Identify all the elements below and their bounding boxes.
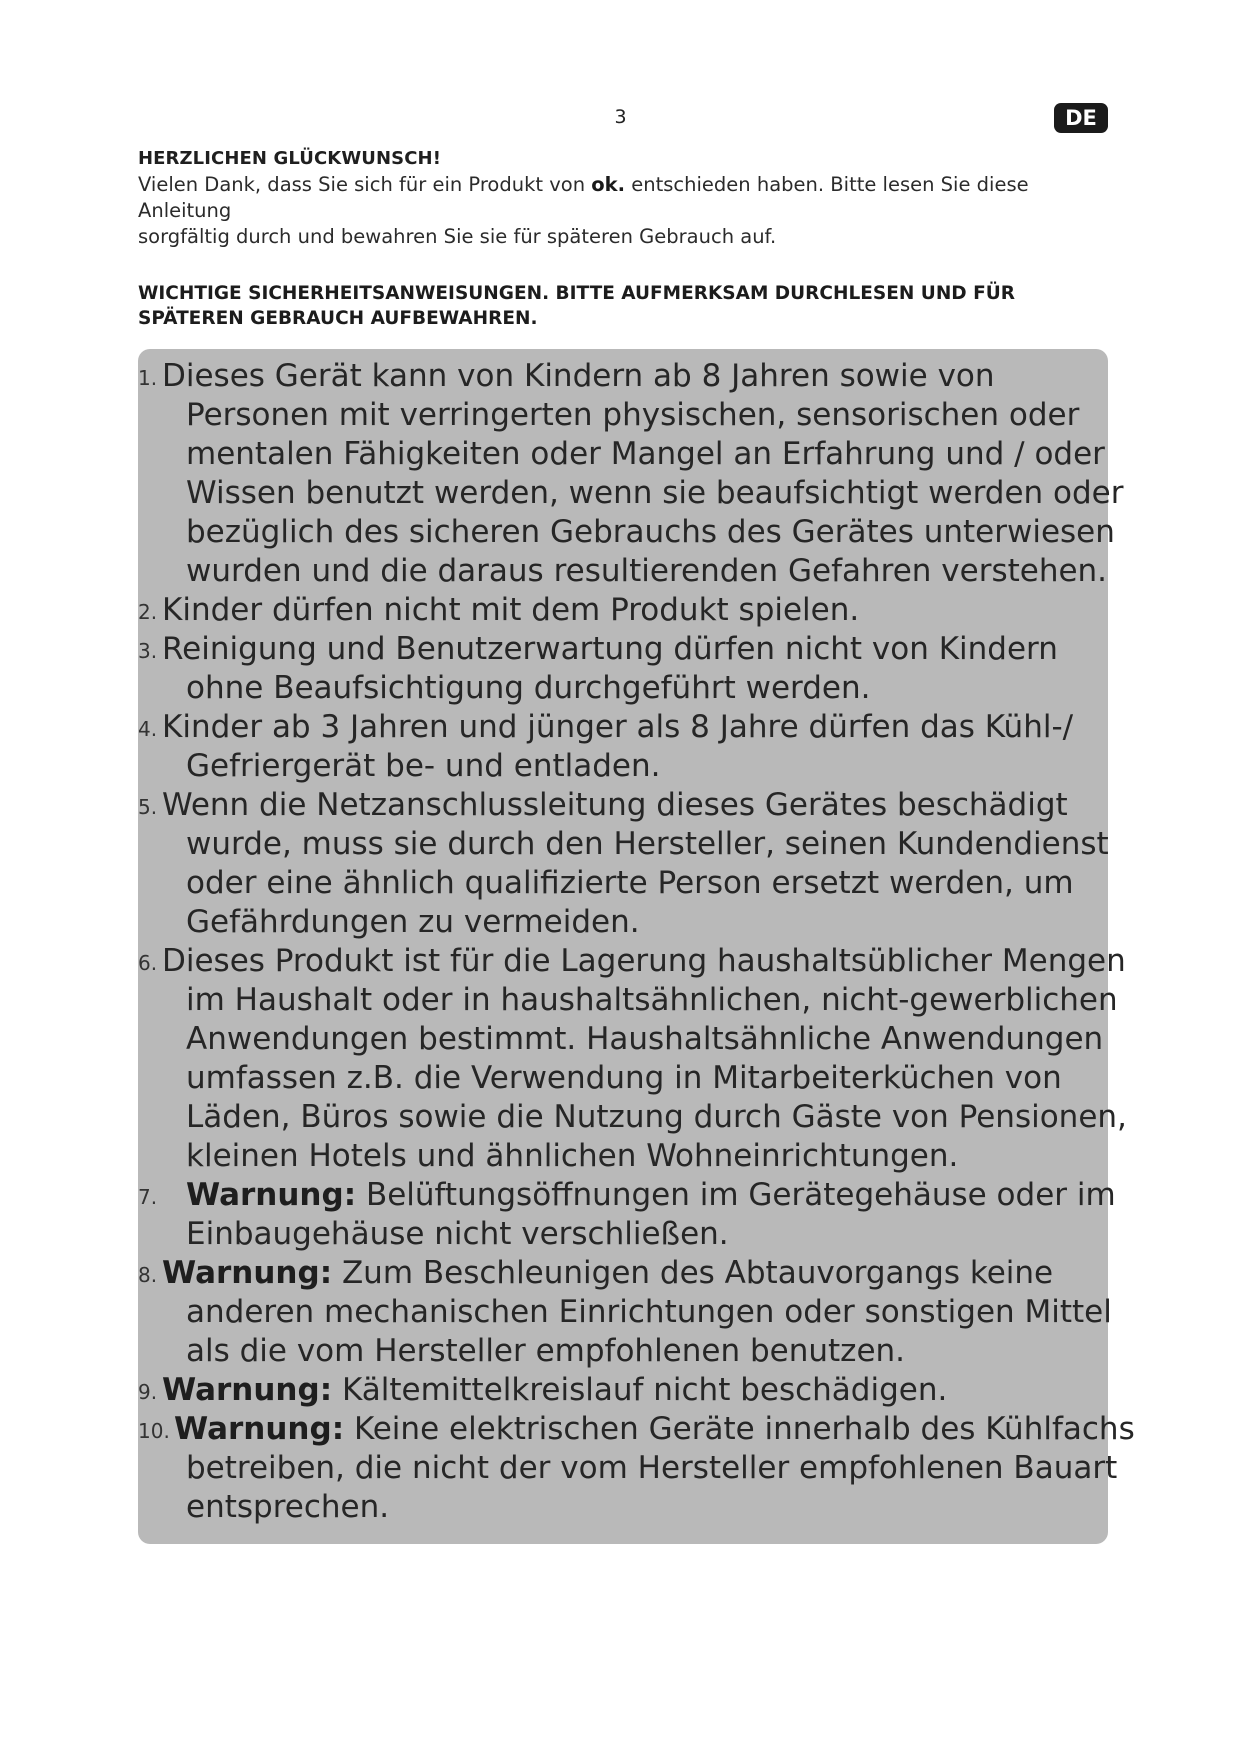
intro-text [138,172,1098,250]
item-line: Dieses Gerät kann von Kindern ab 8 Jahren sowie von [162,358,995,394]
warning-label: Warnung: [162,1255,333,1291]
item-line: kleinen Hotels und ähnlichen Wohneinrichtungen. [186,1138,959,1174]
item-line: Läden, Büros sowie die Nutzung durch Gäste von Pensionen, [186,1099,1127,1135]
safety-item [138,357,1124,591]
safety-item [138,1176,1116,1254]
item-line-text: Keine elektrischen Geräte innerhalb des Kühlfachs [344,1411,1135,1447]
item-number: 8. [138,1263,158,1287]
item-line: Kinder ab 3 Jahren und jünger als 8 Jahre dürfen das Kühl-/ [162,709,1074,745]
item-line: bezüglich des sicheren Gebrauchs des Gerätes unterwiesen [186,514,1115,550]
item-number: 7. [138,1185,158,1209]
warning-label: Warnung: [186,1177,357,1213]
warning-label: Warnung: [162,1372,333,1408]
safety-item [138,591,1108,630]
safety-item [138,786,1108,942]
item-line: Reinigung und Benutzerwartung dürfen nicht von Kindern [162,631,1058,667]
item-line: als die vom Hersteller empfohlenen benutzen. [186,1333,906,1369]
safety-heading-line: WICHTIGE SICHERHEITSANWEISUNGEN. BITTE AUFMERKSAM DURCHLESEN UND FÜR [138,283,1015,304]
item-line: oder eine ähnlich qualifizierte Person ersetzt werden, um [186,865,1074,901]
intro-heading: HERZLICHEN GLÜCKWUNSCH! [138,148,441,169]
item-line: Anwendungen bestimmt. Haushaltsähnliche Anwendungen [186,1021,1104,1057]
safety-instructions-list [138,357,1135,1527]
item-line: mentalen Fähigkeiten oder Mangel an Erfahrung und / oder [186,436,1105,472]
item-line-text: Zum Beschleunigen des Abtauvorgangs keine [332,1255,1054,1291]
safety-item [138,1371,1108,1410]
safety-heading [138,281,1078,331]
brand-name: ok. [591,173,626,196]
safety-item [138,630,1108,708]
safety-item [138,1410,1135,1527]
intro-text-part: entschieden haben. Bitte lesen Sie diese Anleitung [138,173,1029,222]
item-number: 5. [138,795,158,819]
item-line-text: Belüftungsöffnungen im Gerätegehäuse oder im [356,1177,1116,1213]
intro-text-part: Vielen Dank, dass Sie sich für ein Produkt von [138,173,592,196]
item-line: Personen mit verringerten physischen, sensorischen oder [186,397,1080,433]
item-line: umfassen z.B. die Verwendung in Mitarbeiterküchen von [186,1060,1062,1096]
item-line: entsprechen. [186,1489,390,1525]
item-number: 10. [138,1419,170,1443]
item-line [162,1254,1108,1293]
safety-instructions-box [138,349,1135,1544]
item-line: Wissen benutzt werden, wenn sie beaufsichtigt werden oder [186,475,1124,511]
item-line: wurden und die daraus resultierenden Gefahren verstehen. [186,553,1108,589]
item-line: Einbaugehäuse nicht verschließen. [186,1216,729,1252]
language-badge: DE [1054,103,1108,133]
item-line [186,1176,1116,1215]
item-line [174,1410,1135,1449]
item-line: Gefriergerät be- und entladen. [186,748,661,784]
item-line: Dieses Produkt ist für die Lagerung haushaltsüblicher Mengen [162,943,1126,979]
item-line: ohne Beaufsichtigung durchgeführt werden. [186,670,871,706]
safety-item [138,942,1127,1176]
safety-heading-line: SPÄTEREN GEBRAUCH AUFBEWAHREN. [138,308,538,329]
item-number: 3. [138,639,158,663]
safety-item [138,1254,1112,1371]
item-line: Kinder dürfen nicht mit dem Produkt spielen. [162,592,860,628]
item-line: betreiben, die nicht der vom Hersteller empfohlenen Bauart [186,1450,1118,1486]
item-line: im Haushalt oder in haushaltsähnlichen, nicht-gewerblichen [186,982,1118,1018]
item-number: 6. [138,951,158,975]
item-line: anderen mechanischen Einrichtungen oder sonstigen Mittel [186,1294,1112,1330]
safety-item [138,708,1108,786]
item-line: wurde, muss sie durch den Hersteller, seinen Kundendienst [186,826,1109,862]
item-line-text: Kältemittelkreislauf nicht beschädigen. [332,1372,948,1408]
page-number: 3 [614,106,627,128]
intro-text-part: sorgfältig durch und bewahren Sie sie für späteren Gebrauch auf. [138,225,777,248]
warning-label: Warnung: [174,1411,345,1447]
item-line: Wenn die Netzanschlussleitung dieses Gerätes beschädigt [162,787,1068,823]
item-line [162,1371,1108,1410]
item-number: 4. [138,717,158,741]
item-line: Gefährdungen zu vermeiden. [186,904,640,940]
item-number: 1. [138,366,158,390]
item-number: 9. [138,1380,158,1404]
item-number: 2. [138,600,158,624]
